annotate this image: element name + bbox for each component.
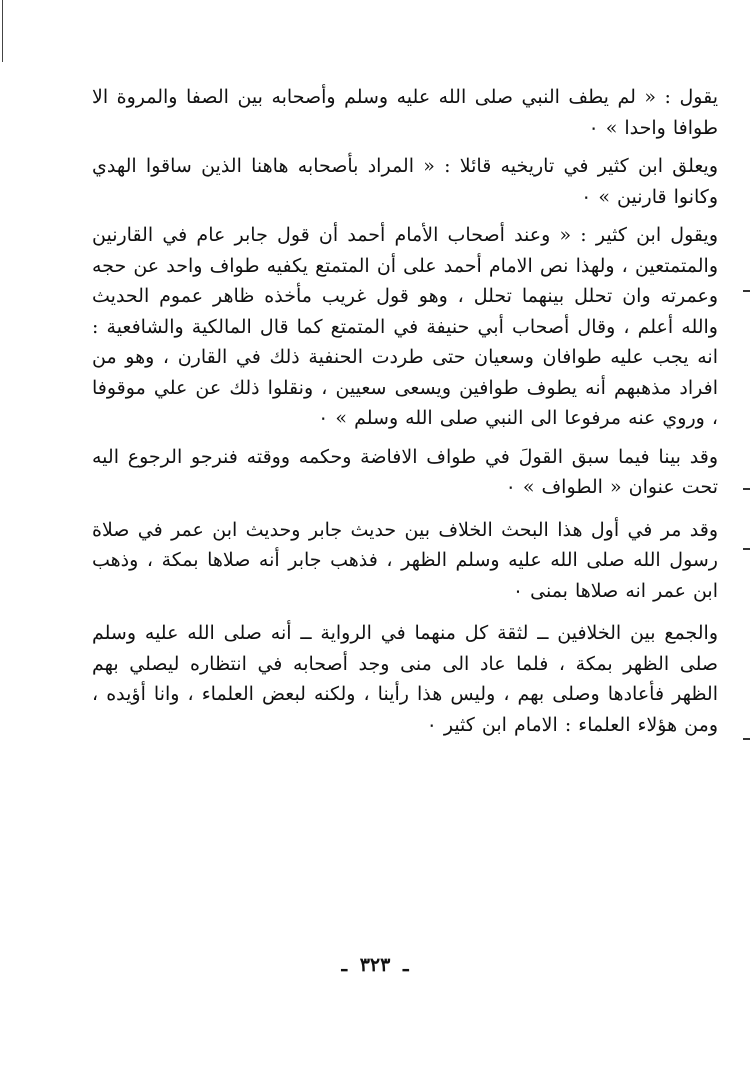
page-number-dash-right: ـ: [341, 954, 348, 976]
margin-tick: [743, 738, 750, 740]
paragraph-5: وقد مر في أول هذا البحث الخلاف بين حديث جابر وحديث ابن عمر في صلاة رسول الله صلى الله عليه وسلم الظهر ، فذهب جابر أنه صلاها بمكة ، وذهب ابن عمر انه صلاها بمنى ٠: [92, 518, 718, 602]
paragraph-3: ويقول ابن كثير : « وعند أصحاب الأمام أحمد أن قول جابر عام في القارنين والمتمتعين ، ولهذا نص الامام أحمد على أن المتمتع يكفيه طواف واحد عن حجه وعمرته وان تحلل بينهما تحلل ، وهو قول غريب مأخذه ظاهر عموم الحديث والله أعلم ، وقال أصحاب أبي حنيفة في المتمتع كما قال المالكية والشافعية : انه يجب عليه طوافان وسعيان حتى طردت الحنفية ذلك في القارن ، وهو من افراد مذهبهم أنه يطوف طوافين ويسعى سعيين ، ونقلوا ذلك عن علي موقوفا ، وروي عنه مرفوعا الى النبي صلى الله وسلم » ٠: [92, 224, 718, 429]
page-edge-line: [2, 0, 3, 62]
paragraph-1: يقول : « لم يطف النبي صلى الله عليه وسلم وأصحابه بين الصفا والمروة الا طوافا واحدا » ٠: [92, 86, 718, 139]
paragraph-2: ويعلق ابن كثير في تاريخيه قائلا : « المراد بأصحابه هاهنا الذين ساقوا الهدي وكانوا قارنين » ٠: [92, 155, 718, 208]
margin-tick: [743, 488, 750, 490]
page-body-text: [92, 82, 718, 748]
margin-tick: [743, 548, 750, 550]
margin-tick: [743, 290, 750, 292]
page-number-dash-left: ـ: [402, 954, 409, 976]
paragraph-6: والجمع بين الخلافين ــ لثقة كل منهما في الرواية ــ أنه صلى الله عليه وسلم صلى الظهر بمكة ، فلما عاد الى منى وجد أصحابه في انتظاره ليصلي بهم الظهر فأعادها وصلى بهم ، وليس هذا رأينا ، ولكنه لبعض العلماء ، وانا أؤيده ، ومن هؤلاء العلماء : الامام ابن كثير ٠: [92, 622, 718, 736]
page-number: ٣٢٣: [359, 954, 391, 976]
paragraph-4: وقد بينا فيما سبق القولَ في طواف الافاضة وحكمه ووقته فنرجو الرجوع اليه تحت عنوان « الطواف » ٠: [92, 445, 718, 498]
page-number-footer: [0, 954, 750, 976]
